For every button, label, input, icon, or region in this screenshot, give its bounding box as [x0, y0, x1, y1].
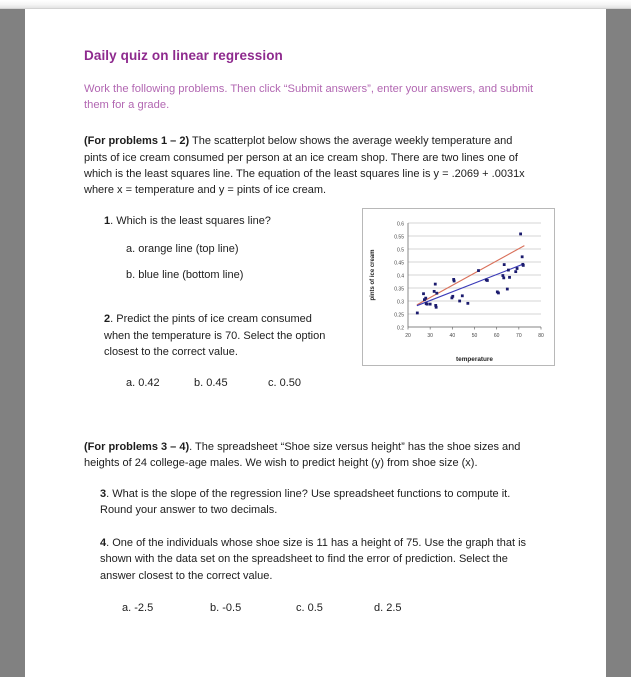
question-2-option-c[interactable]: c. 0.50 — [268, 377, 302, 390]
svg-text:pints of ice cream: pints of ice cream — [370, 249, 376, 301]
svg-text:70: 70 — [516, 332, 522, 339]
page-title: Daily quiz on linear regression — [84, 48, 283, 63]
question-4-text: . One of the individuals whose shoe size is 11 has a height of 75. Use the graph that is shown with the data set on the spreadsheet to find the error of prediction. Select the answer closest to the correct value. — [100, 536, 527, 582]
question-4 — [100, 535, 540, 585]
questions-1-2-column — [84, 213, 339, 390]
question-4-options — [122, 602, 562, 614]
svg-text:0.4: 0.4 — [397, 272, 404, 279]
problems-3-4-label: (For problems 3 – 4) — [84, 440, 190, 453]
svg-text:0.2: 0.2 — [397, 324, 404, 331]
svg-text:80: 80 — [538, 332, 544, 339]
question-1-option-b[interactable]: b. blue line (bottom line) — [126, 269, 244, 282]
svg-text:0.35: 0.35 — [394, 285, 404, 292]
document-page — [25, 10, 606, 677]
question-3-text: . What is the slope of the regression line? Use spreadsheet functions to compute it. Round your answer to two decimals. — [100, 487, 511, 517]
question-1-option-a[interactable]: a. orange line (top line) — [126, 243, 239, 256]
question-2-option-a[interactable]: a. 0.42 — [126, 377, 160, 390]
window-top-strip — [0, 0, 631, 9]
question-4-option-c[interactable]: c. 0.5 — [296, 602, 323, 615]
question-4-option-a[interactable]: a. -2.5 — [122, 602, 154, 615]
svg-text:0.45: 0.45 — [394, 259, 404, 266]
question-4-option-d[interactable]: d. 2.5 — [374, 602, 402, 615]
question-2 — [104, 311, 339, 361]
question-2-options — [126, 377, 339, 389]
question-1-number: 1 — [104, 214, 111, 227]
question-3 — [100, 486, 540, 519]
section-spacer — [84, 393, 562, 439]
svg-text:20: 20 — [405, 332, 411, 339]
svg-text:0.5: 0.5 — [397, 246, 404, 253]
right-gray-rail — [606, 9, 631, 677]
question-4-number: 4 — [100, 536, 107, 549]
svg-text:60: 60 — [493, 332, 500, 339]
question-1 — [104, 213, 339, 230]
instructions-text: Work the following problems. Then click “Submit answers”, enter your answers, and submit them for a grade. — [84, 83, 534, 112]
svg-text:temperature: temperature — [456, 355, 493, 363]
svg-text:50: 50 — [471, 332, 478, 339]
problems-1-2-label: (For problems 1 – 2) — [84, 135, 190, 148]
question-2-number: 2 — [104, 313, 111, 326]
question-1-text: . Which is the least squares line? — [110, 214, 271, 227]
scatterplot-svg — [363, 209, 554, 365]
svg-text:0.25: 0.25 — [394, 311, 404, 318]
question-2-option-b[interactable]: b. 0.45 — [194, 377, 228, 390]
scatterplot-figure — [362, 208, 555, 366]
problems-3-4-intro — [84, 439, 532, 472]
svg-text:0.3: 0.3 — [397, 298, 404, 305]
problems-3-4-body: . The spreadsheet “Shoe size versus height” has the shoe sizes and heights of 24 college-age males. We wish to predict height (y) from shoe size (x). — [84, 440, 521, 470]
svg-text:30: 30 — [427, 332, 433, 339]
question-2-text: . Predict the pints of ice cream consumed when the temperature is 70. Select the option closest to the correct value. — [104, 313, 326, 359]
problems-1-2-intro — [84, 133, 534, 198]
document-content — [84, 48, 562, 614]
left-gray-rail — [0, 9, 25, 677]
svg-text:0.6: 0.6 — [397, 220, 404, 227]
questions-1-2-block — [84, 213, 562, 393]
svg-text:0.55: 0.55 — [394, 233, 404, 240]
question-4-option-b[interactable]: b. -0.5 — [210, 602, 242, 615]
problems-1-2-body: The scatterplot below shows the average weekly temperature and pints of ice cream consumed per person at an ice cream shop. There are two lines one of which is the least squares line. The equation of the least squares line is y = .2069 + .0031x where x = temperature and y = pints of ice cream. — [84, 135, 525, 197]
svg-text:40: 40 — [449, 332, 456, 339]
question-3-number: 3 — [100, 487, 107, 500]
